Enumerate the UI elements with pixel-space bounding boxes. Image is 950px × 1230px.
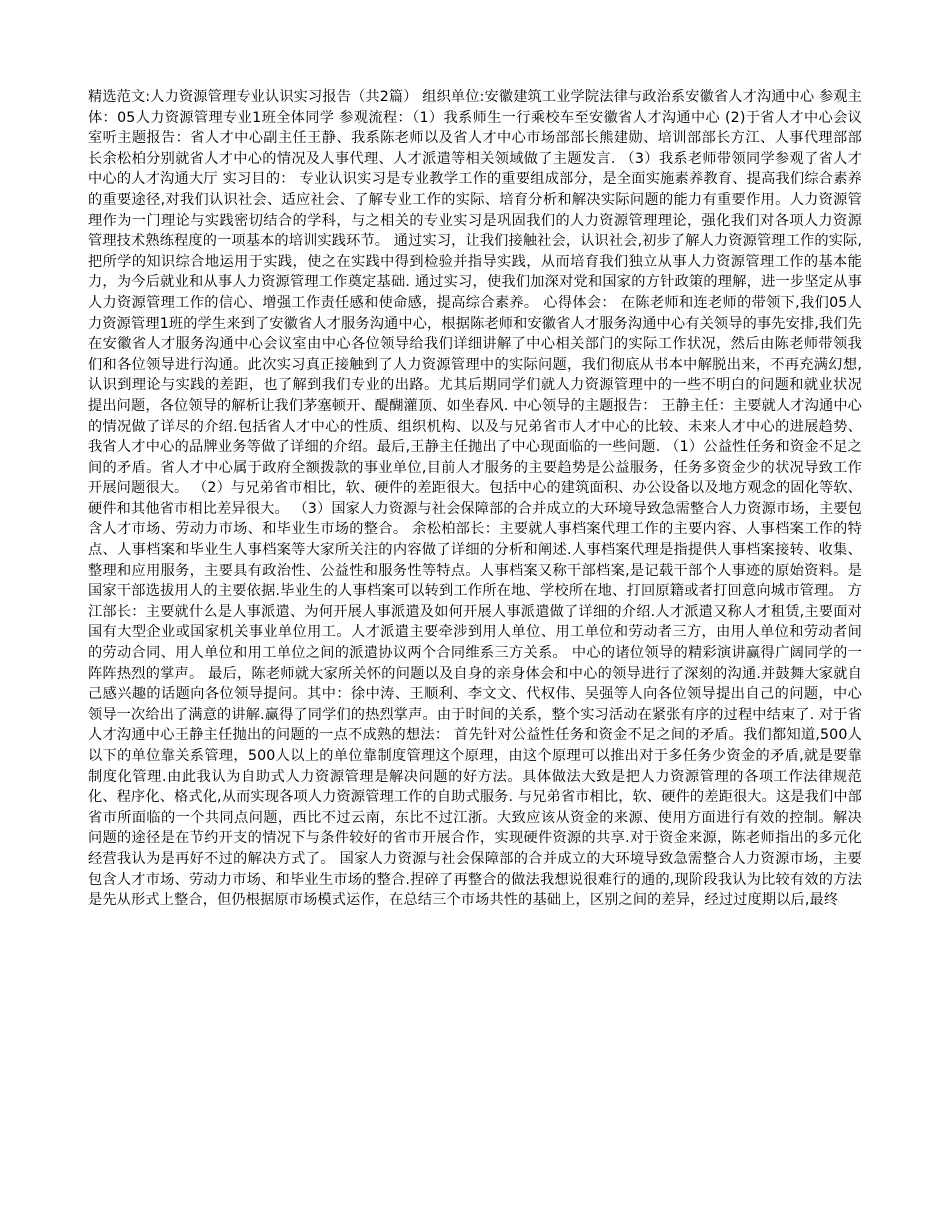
report-body-text: 精选范文:人力资源管理专业认识实习报告（共2篇） 组织单位:安徽建筑工业学院法律与政治系安徽省人才沟通中心 参观主体：05人力资源管理专业1班全体同学 参观流程：（1）我系师生一行乘校车至安徽省人才沟通中心 (2)于省人才中心会议室听主题报告：省人才中心副主任王静、我系陈老师以及省人才中心市场部部长熊建勋、培训部部长方江、人事代理部部长余松柏分别就省人才中心的情况及人事代理、人才派遣等相关领域做了主题发言. （3）我系老师带领同学参观了省人才中心的人才沟通大厅 实习目的： 专业认识实习是专业教学工作的重要组成部分，是全面实施素养教育、提高我们综合素养的重要途径,对我们认识社会、适应社会、了解专业工作的实际、培育分析和解决实际问题的能力有重要作用。人力资源管理作为一门理论与实践密切结合的学科，与之相关的专业实习是巩固我们的人力资源管理理论，强化我们对各项人力资源管理技术熟练程度的一项基本的培训实践环节。 通过实习，让我们接触社会，认识社会,初步了解人力资源管理工作的实际,把所学的知识综合地运用于实践，使之在实践中得到检验并指导实践，从而培育我们独立从事人力资源管理工作的基本能力，为今后就业和从事人力资源管理工作奠定基础. 通过实习，使我们加深对党和国家的方针政策的理解，进一步坚定从事人力资源管理工作的信心、增强工作责任感和使命感，提高综合素养。 心得体会： 在陈老师和连老师的带领下,我们05人力资源管理1班的学生来到了安徽省人才服务沟通中心，根据陈老师和安徽省人才服务沟通中心有关领导的事先安排,我们先在安徽省人才服务沟通中心会议室由中心各位领导给我们详细讲解了中心相关部门的实际工作状况，然后由陈老师带领我们和各位领导进行沟通。此次实习真正接触到了人力资源管理中的实际问题，我们彻底从书本中解脱出来，不再充满幻想,认识到理论与实践的差距，也了解到我们专业的出路。尤其后期同学们就人力资源管理中的一些不明白的问题和就业状况提出问题，各位领导的解析让我们茅塞顿开、醍醐灌顶、如坐春风. 中心领导的主题报告： 王静主任：主要就人才沟通中心的情况做了详尽的介绍.包括省人才中心的性质、组织机构、以及与兄弟省市人才中心的比较、未来人才中心的进展趋势、我省人才中心的品牌业务等做了详细的介绍。最后,王静主任抛出了中心现面临的一些问题. （1）公益性任务和资金不足之间的矛盾。省人才中心属于政府全额拨款的事业单位,目前人才服务的主要趋势是公益服务，任务多资金少的状况导致工作开展问题很大。 （2）与兄弟省市相比，软、硬件的差距很大。包括中心的建筑面积、办公设备以及地方观念的固化等软、硬件和其他省市相比差异很大。 （3）国家人力资源与社会保障部的合并成立的大环境导致急需整合人力资源市场，主要包含人才市场、劳动力市场、和毕业生市场的整合。 余松柏部长：主要就人事档案代理工作的主要内容、人事档案工作的特点、人事档案和毕业生人事档案等大家所关注的内容做了详细的分析和阐述.人事档案代理是指提供人事档案接转、收集、整理和应用服务，主要具有政治性、公益性和服务性等特点。人事档案又称干部档案,是记载干部个人事迹的原始资料。是国家干部选拔用人的主要依据.毕业生的人事档案可以转到工作所在地、学校所在地、打回原籍或者打回意向城市管理。 方江部长：主要就什么是人事派遣、为何开展人事派遣及如何开展人事派遣做了详细的介绍.人才派遣又称人才租赁,主要面对国有大型企业或国家机关事业单位用工。人才派遣主要牵涉到用人单位、用工单位和劳动者三方，由用人单位和劳动者间的劳动合同、用人单位和用工单位之间的派遣协议两个合同维系三方关系。 中心的诸位领导的精彩演讲赢得广阔同学的一阵阵热烈的掌声。 最后，陈老师就大家所关怀的问题以及自身的亲身体会和中心的领导进行了深刻的沟通.并鼓舞大家就自己感兴趣的话题向各位领导提问。其中：徐中涛、王顺利、李文文、代权伟、吴强等人向各位领导提出自己的问题，中心领导一次给出了满意的讲解.赢得了同学们的热烈掌声。由于时间的关系，整个实习活动在紧张有序的过程中结束了. 对于省人才沟通中心王静主任抛出的问题的一点不成熟的想法： 首先针对公益性任务和资金不足之间的矛盾。我们都知道,500人以下的单位靠关系管理，500人以上的单位靠制度管理这个原理，由这个原理可以推出对于多任务少资金的矛盾,就是要靠制度化管理.由此我认为自助式人力资源管理是解决问题的好方法。具体做法大致是把人力资源管理的各项工作法律规范化、程序化、格式化,从而实现各项人力资源管理工作的自助式服务. 与兄弟省市相比，软、硬件的差距很大。这是我们中部省市所面临的一个共同点问题，西比不过云南，东比不过江浙。大致应该从资金的来源、使用方面进行有效的控制。解决问题的途径是在节约开支的情况下与条件较好的省市开展合作，实现硬件资源的共享.对于资金来源，陈老师指出的多元化经营我认为是再好不过的解决方式了。 国家人力资源与社会保障部的合并成立的大环境导致急需整合人力资源市场，主要包含人才市场、劳动力市场、和毕业生市场的整合.捏碎了再整合的做法我想说很难行的通的,现阶段我认为比较有效的方法是先从形式上整合，但仍根据原市场模式运作，在总结三个市场共性的基础上，区别之间的差异，经过过度期以后,最终: [88, 89, 862, 909]
